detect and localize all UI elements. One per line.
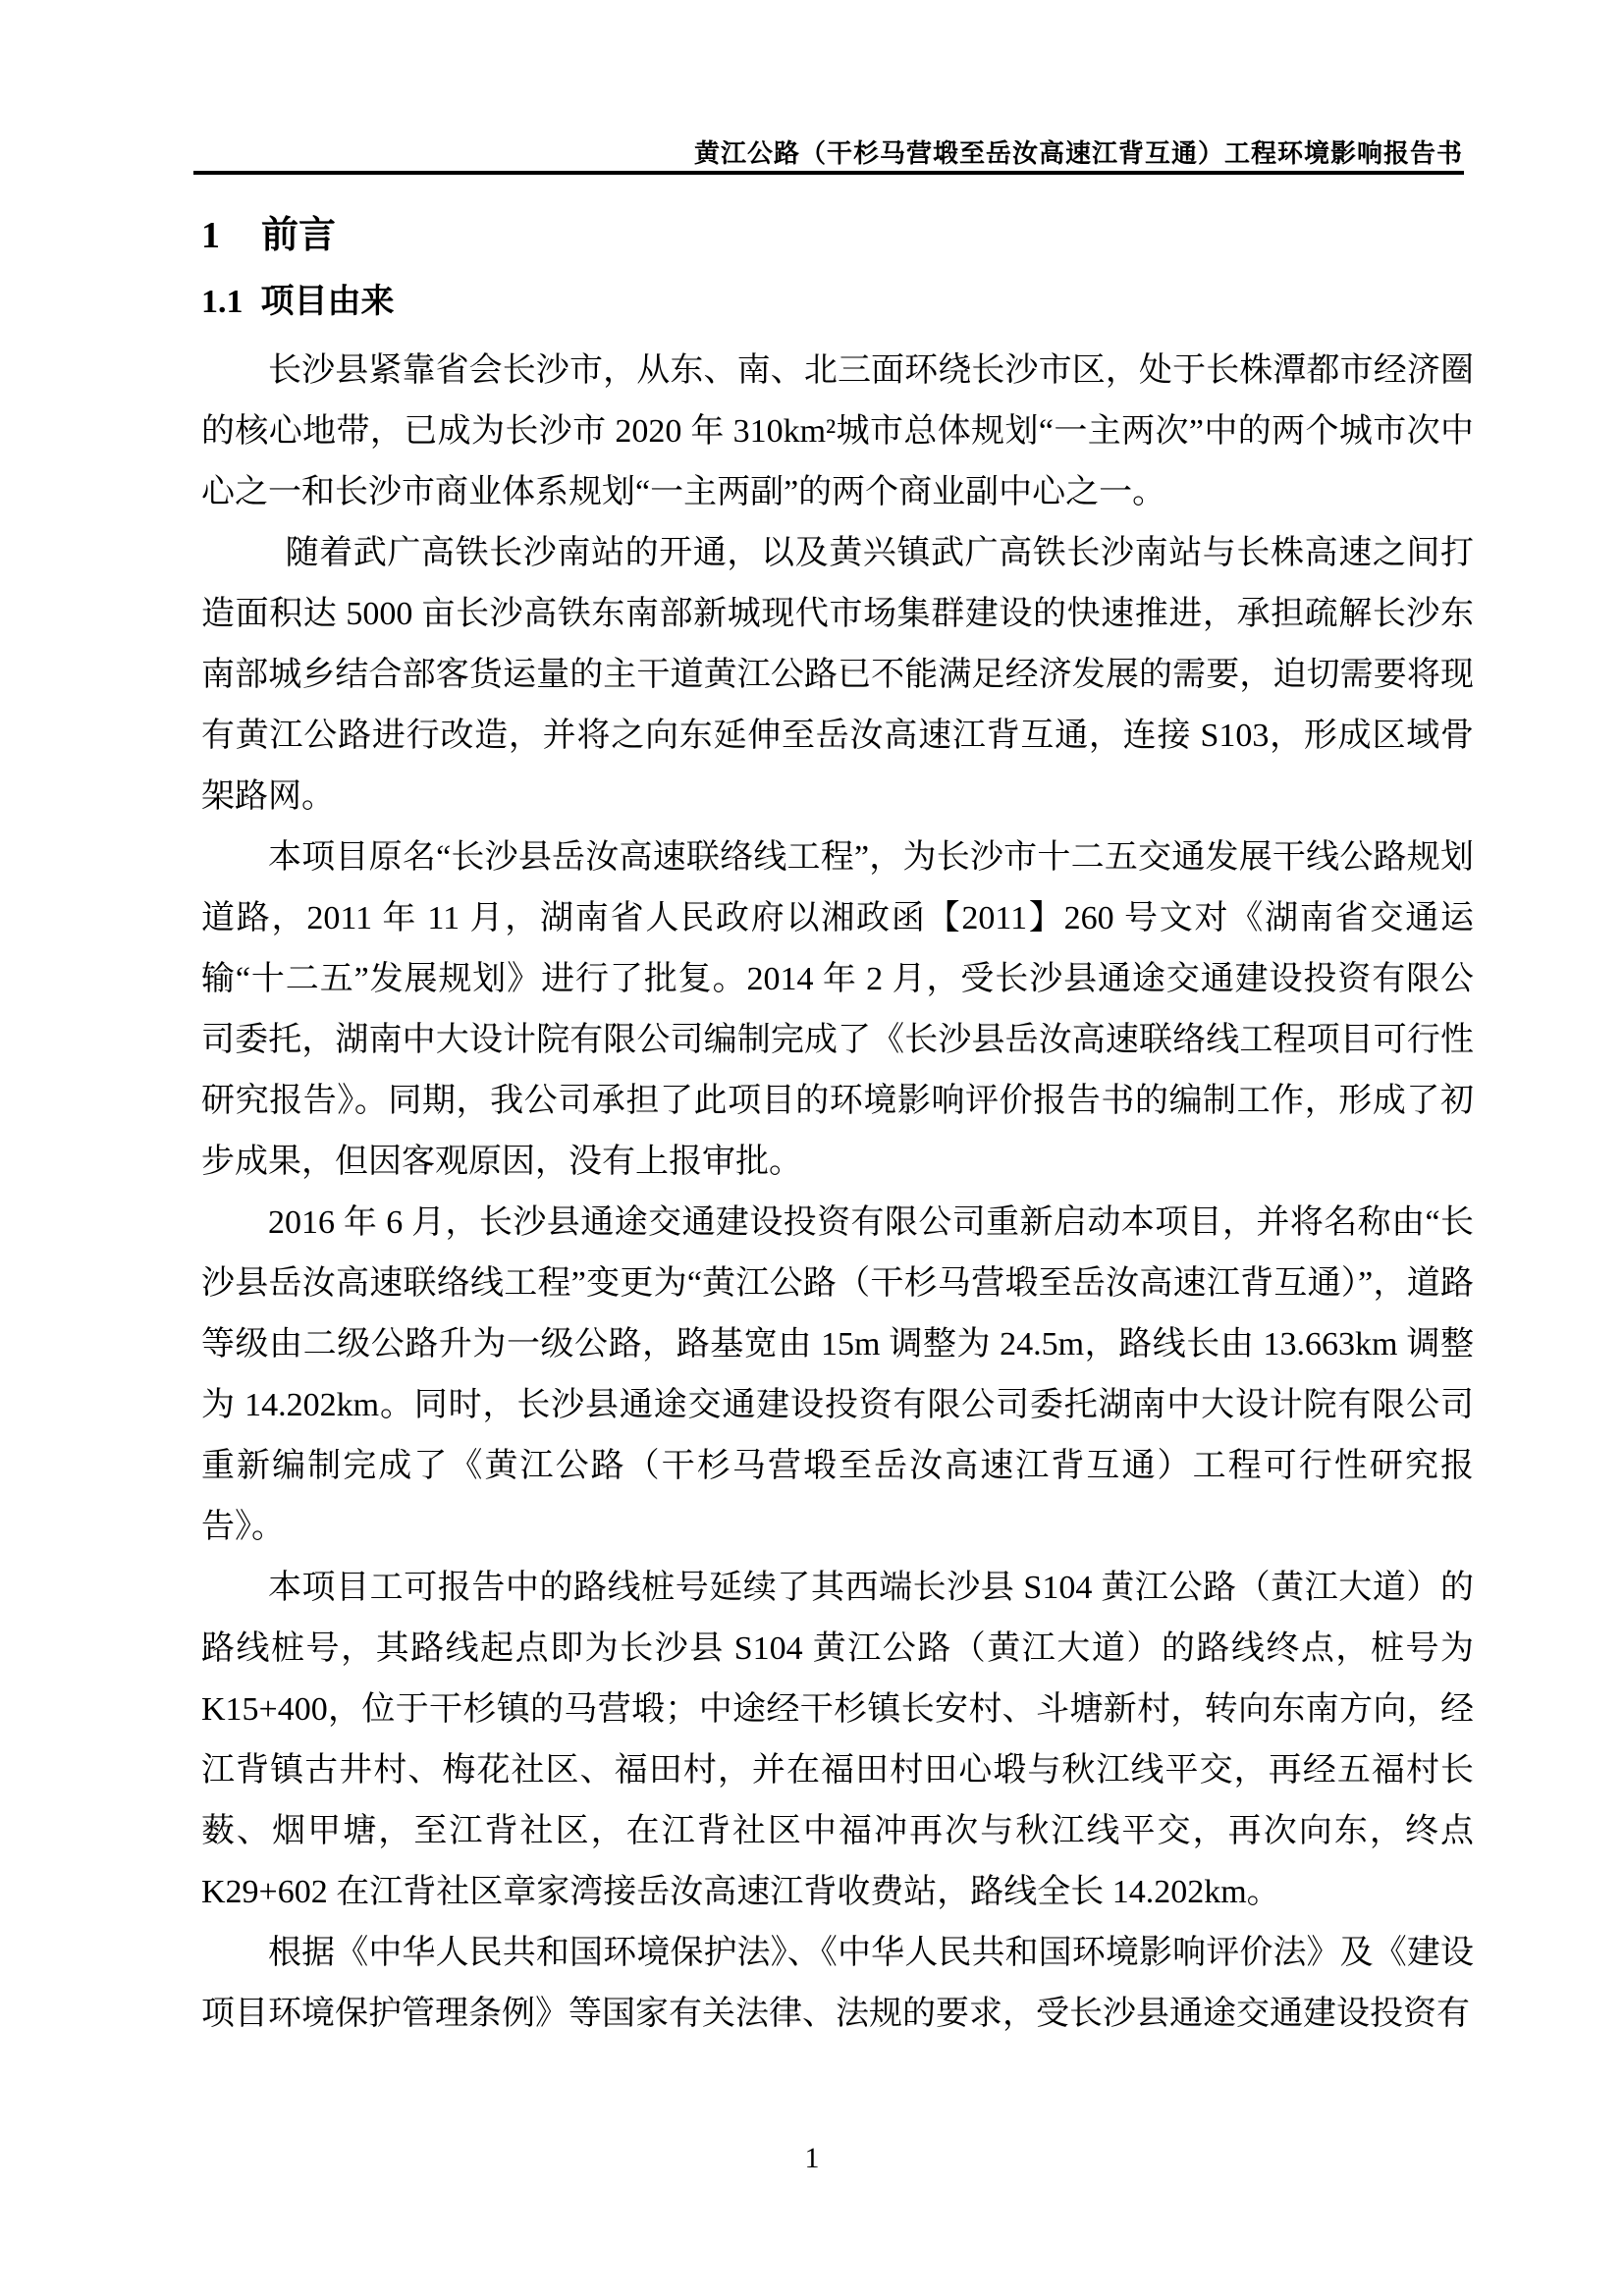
header-title: 黄江公路（干杉马营塅至岳汝高速江背互通）工程环境影响报告书 [693,139,1463,168]
section-number: 1 [201,215,220,256]
subsection-title: 项目由来 [260,284,395,320]
subsection-number: 1.1 [201,284,244,320]
paragraph-project-restart: 2016 年 6 月，长沙县通途交通建设投资有限公司重新启动本项目，并将名称由“长沙县岳汝高速联络线工程”变更为“黄江公路（干杉马营塅至岳汝高速江背互通）”，道路等级由二级公路升为一级公路，路基宽由 15m 调整为 24.5m，路线长由 13.663km 调整为 14.202km。同时，长沙县通途交通建设投资有限公司委托湖南中大设计院有限公司重新编制完成了《黄江公路（干杉马营塅至岳汝高速江背互通）工程可行性研究报告》。 [201,1204,1474,1545]
paragraph-project-history: 本项目原名“长沙县岳汝高速联络线工程”，为长沙市十二五交通发展干线公路规划道路，2011 年 11 月，湖南省人民政府以湘政函【2011】260 号文对《湖南省交通运输“十二五”发展规划》进行了批复。2014 年 2 月，受长沙县通途交通建设投资有限公司委托，湖南中大设计院有限公司编制完成了《长沙县岳汝高速联络线工程项目可行性研究报告》。同期，我公司承担了此项目的环境影响评价报告书的编制工作，形成了初步成果，但因客观原因，没有上报审批。 [201,839,1474,1180]
header-rule [193,171,1464,175]
section-title: 前言 [261,215,337,256]
paragraph-route-description: 本项目工可报告中的路线桩号延续了其西端长沙县 S104 黄江公路（黄江大道）的路线桩号，其路线起点即为长沙县 S104 黄江公路（黄江大道）的路线终点，桩号为 K15+400，位于干杉镇的马营塅；中途经干杉镇长安村、斗塘新村，转向东南方向，经江背镇古井村、梅花社区、福田村，并在福田村田心塅与秋江线平交，再经五福村长薮、烟甲塘，至江背社区，在江背社区中福冲再次与秋江线平交，再次向东，终点 K29+602 在江背社区章家湾接岳汝高速江背收费站，路线全长 14.202km。 [201,1570,1474,1910]
page-header [196,133,1463,170]
paragraph-legal-basis: 根据《中华人民共和国环境保护法》、《中华人民共和国环境影响评价法》及《建设项目环境保护管理条例》等国家有关法律、法规的要求，受长沙县通途交通建设投资有 [201,1935,1474,2032]
paragraph-road-need: 随着武广高铁长沙南站的开通，以及黄兴镇武广高铁长沙南站与长株高速之间打造面积达 5000 亩长沙高铁东南部新城现代市场集群建设的快速推进，承担疏解长沙东南部城乡结合部客货运量的主干道黄江公路已不能满足经济发展的需要，迫切需要将现有黄江公路进行改造，并将之向东延伸至岳汝高速江背互通，连接 S103，形成区域骨架路网。 [201,535,1474,815]
page-number: 1 [804,2142,820,2174]
body-text [201,341,1474,2045]
page-footer [0,2142,1624,2175]
section-heading [201,214,336,259]
paragraph-project-location: 长沙县紧靠省会长沙市，从东、南、北三面环绕长沙市区，处于长株潭都市经济圈的核心地带，已成为长沙市 2020 年 310km²城市总体规划“一主两次”中的两个城市次中心之一和长沙市商业体系规划“一主两副”的两个商业副中心之一。 [201,352,1474,510]
subsection-heading [201,283,395,323]
